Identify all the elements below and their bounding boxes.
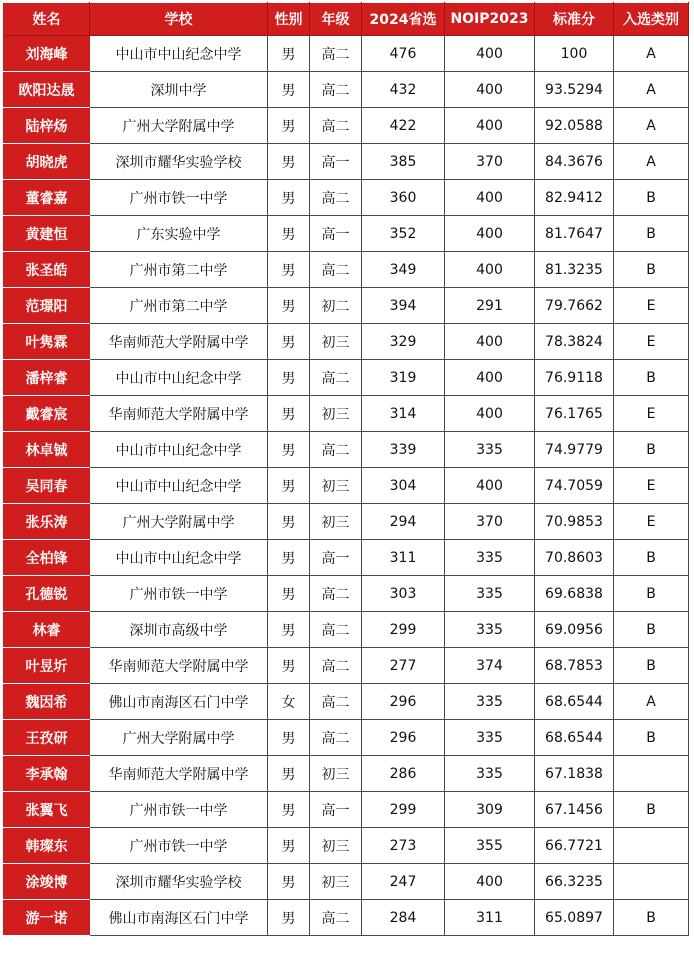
cell-school: 佛山市南海区石门中学 [90,684,268,720]
cell-noip-2023: 355 [445,828,535,864]
cell-score-2024: 349 [362,252,445,288]
cell-school: 佛山市南海区石门中学 [90,900,268,936]
cell-standard-score: 68.7853 [535,648,614,684]
cell-school: 广州大学附属中学 [90,504,268,540]
cell-category: A [614,108,689,144]
cell-score-2024: 329 [362,324,445,360]
cell-noip-2023: 400 [445,180,535,216]
cell-gender: 男 [268,108,310,144]
cell-noip-2023: 370 [445,504,535,540]
cell-noip-2023: 400 [445,108,535,144]
cell-grade: 高二 [310,360,362,396]
cell-category: E [614,504,689,540]
cell-name: 林卓铖 [4,432,90,468]
table-row [4,720,689,756]
cell-standard-score: 68.6544 [535,684,614,720]
cell-score-2024: 422 [362,108,445,144]
cell-school: 广州市第二中学 [90,288,268,324]
cell-name: 张乐涛 [4,504,90,540]
cell-category: B [614,216,689,252]
table-row [4,468,689,504]
cell-category: E [614,396,689,432]
cell-name: 戴睿宸 [4,396,90,432]
header-category: 入选类别 [614,3,689,36]
cell-score-2024: 277 [362,648,445,684]
cell-school: 华南师范大学附属中学 [90,324,268,360]
table-row [4,360,689,396]
cell-gender: 女 [268,684,310,720]
cell-standard-score: 74.7059 [535,468,614,504]
cell-standard-score: 82.9412 [535,180,614,216]
cell-gender: 男 [268,792,310,828]
cell-noip-2023: 309 [445,792,535,828]
cell-school: 广州市铁一中学 [90,828,268,864]
cell-grade: 高二 [310,72,362,108]
cell-category: B [614,720,689,756]
cell-gender: 男 [268,288,310,324]
cell-name: 范璟阳 [4,288,90,324]
cell-gender: 男 [268,396,310,432]
cell-gender: 男 [268,360,310,396]
cell-name: 黄建恒 [4,216,90,252]
cell-score-2024: 286 [362,756,445,792]
table-row [4,900,689,936]
cell-standard-score: 69.0956 [535,612,614,648]
header-name: 姓名 [4,3,90,36]
cell-standard-score: 81.7647 [535,216,614,252]
cell-gender: 男 [268,216,310,252]
cell-gender: 男 [268,504,310,540]
cell-standard-score: 76.9118 [535,360,614,396]
cell-category: B [614,648,689,684]
cell-score-2024: 394 [362,288,445,324]
table-row [4,612,689,648]
cell-grade: 高一 [310,792,362,828]
cell-school: 华南师范大学附属中学 [90,756,268,792]
table-row [4,828,689,864]
cell-grade: 高二 [310,684,362,720]
cell-school: 中山市中山纪念中学 [90,540,268,576]
cell-grade: 高二 [310,252,362,288]
cell-noip-2023: 400 [445,324,535,360]
cell-category: B [614,792,689,828]
cell-grade: 初三 [310,864,362,900]
cell-gender: 男 [268,540,310,576]
table-row [4,288,689,324]
cell-gender: 男 [268,900,310,936]
cell-noip-2023: 400 [445,252,535,288]
cell-standard-score: 69.6838 [535,576,614,612]
table-row [4,144,689,180]
cell-grade: 高二 [310,180,362,216]
cell-gender: 男 [268,612,310,648]
cell-noip-2023: 335 [445,684,535,720]
cell-category: B [614,612,689,648]
cell-school: 广州大学附属中学 [90,108,268,144]
cell-category: B [614,180,689,216]
cell-noip-2023: 335 [445,432,535,468]
cell-noip-2023: 400 [445,468,535,504]
cell-school: 中山市中山纪念中学 [90,468,268,504]
cell-school: 广州市铁一中学 [90,576,268,612]
cell-score-2024: 299 [362,792,445,828]
cell-score-2024: 360 [362,180,445,216]
cell-grade: 初三 [310,396,362,432]
header-row [4,3,689,36]
table-row [4,252,689,288]
cell-name: 孔德锐 [4,576,90,612]
results-table-wrapper [3,2,689,936]
cell-score-2024: 314 [362,396,445,432]
cell-category [614,864,689,900]
cell-school: 深圳市耀华实验学校 [90,144,268,180]
cell-standard-score: 76.1765 [535,396,614,432]
cell-gender: 男 [268,144,310,180]
cell-standard-score: 92.0588 [535,108,614,144]
cell-category: B [614,540,689,576]
cell-noip-2023: 335 [445,540,535,576]
cell-standard-score: 78.3824 [535,324,614,360]
cell-name: 潘梓睿 [4,360,90,396]
cell-gender: 男 [268,468,310,504]
cell-name: 叶昱圻 [4,648,90,684]
cell-standard-score: 67.1838 [535,756,614,792]
cell-grade: 高二 [310,576,362,612]
cell-noip-2023: 400 [445,360,535,396]
cell-standard-score: 65.0897 [535,900,614,936]
cell-gender: 男 [268,72,310,108]
cell-score-2024: 294 [362,504,445,540]
table-row [4,504,689,540]
cell-school: 深圳中学 [90,72,268,108]
cell-category: B [614,900,689,936]
cell-category: B [614,576,689,612]
cell-gender: 男 [268,324,310,360]
cell-score-2024: 304 [362,468,445,504]
cell-grade: 高二 [310,720,362,756]
cell-category: A [614,144,689,180]
cell-noip-2023: 311 [445,900,535,936]
cell-name: 张圣皓 [4,252,90,288]
cell-noip-2023: 335 [445,720,535,756]
cell-standard-score: 70.8603 [535,540,614,576]
cell-name: 叶隽霖 [4,324,90,360]
cell-standard-score: 79.7662 [535,288,614,324]
table-row [4,864,689,900]
cell-name: 全柏锋 [4,540,90,576]
cell-noip-2023: 400 [445,72,535,108]
cell-school: 广州市铁一中学 [90,792,268,828]
table-row [4,216,689,252]
cell-noip-2023: 400 [445,864,535,900]
cell-standard-score: 81.3235 [535,252,614,288]
cell-standard-score: 66.7721 [535,828,614,864]
header-school: 学校 [90,3,268,36]
header-grade: 年级 [310,3,362,36]
table-row [4,648,689,684]
cell-school: 中山市中山纪念中学 [90,36,268,72]
cell-name: 陆梓炀 [4,108,90,144]
cell-standard-score: 100 [535,36,614,72]
cell-gender: 男 [268,252,310,288]
cell-name: 胡晓虎 [4,144,90,180]
cell-score-2024: 296 [362,684,445,720]
cell-gender: 男 [268,648,310,684]
cell-grade: 初三 [310,828,362,864]
cell-standard-score: 93.5294 [535,72,614,108]
header-gender: 性别 [268,3,310,36]
table-row [4,396,689,432]
cell-score-2024: 319 [362,360,445,396]
cell-school: 中山市中山纪念中学 [90,432,268,468]
cell-grade: 高二 [310,648,362,684]
cell-category: E [614,324,689,360]
cell-score-2024: 339 [362,432,445,468]
cell-grade: 高一 [310,216,362,252]
cell-name: 张翼飞 [4,792,90,828]
cell-standard-score: 68.6544 [535,720,614,756]
header-standard-score: 标准分 [535,3,614,36]
cell-grade: 高二 [310,900,362,936]
cell-score-2024: 432 [362,72,445,108]
cell-gender: 男 [268,180,310,216]
results-table [3,2,689,936]
header-noip-2023: NOIP2023 [445,3,535,36]
cell-gender: 男 [268,756,310,792]
cell-category: B [614,252,689,288]
cell-category: B [614,432,689,468]
cell-name: 董睿嘉 [4,180,90,216]
cell-score-2024: 303 [362,576,445,612]
cell-school: 广东实验中学 [90,216,268,252]
cell-school: 广州市第二中学 [90,252,268,288]
cell-category: B [614,360,689,396]
table-row [4,108,689,144]
cell-name: 李承翰 [4,756,90,792]
cell-score-2024: 299 [362,612,445,648]
cell-standard-score: 70.9853 [535,504,614,540]
cell-score-2024: 284 [362,900,445,936]
table-row [4,324,689,360]
cell-score-2024: 385 [362,144,445,180]
cell-gender: 男 [268,432,310,468]
cell-score-2024: 247 [362,864,445,900]
table-row [4,72,689,108]
cell-name: 吴同春 [4,468,90,504]
header-score-2024: 2024省选 [362,3,445,36]
cell-noip-2023: 291 [445,288,535,324]
cell-gender: 男 [268,864,310,900]
table-row [4,684,689,720]
cell-grade: 初三 [310,468,362,504]
cell-grade: 初三 [310,504,362,540]
cell-category [614,828,689,864]
cell-standard-score: 74.9779 [535,432,614,468]
cell-school: 广州市铁一中学 [90,180,268,216]
cell-grade: 初三 [310,324,362,360]
cell-noip-2023: 370 [445,144,535,180]
cell-category: A [614,36,689,72]
cell-score-2024: 476 [362,36,445,72]
cell-school: 中山市中山纪念中学 [90,360,268,396]
cell-grade: 高一 [310,540,362,576]
cell-standard-score: 84.3676 [535,144,614,180]
table-row [4,432,689,468]
cell-name: 王孜研 [4,720,90,756]
table-row [4,576,689,612]
cell-gender: 男 [268,720,310,756]
cell-noip-2023: 400 [445,396,535,432]
cell-name: 游一诺 [4,900,90,936]
cell-grade: 初二 [310,288,362,324]
cell-grade: 高二 [310,108,362,144]
table-row [4,180,689,216]
cell-score-2024: 296 [362,720,445,756]
cell-category: E [614,288,689,324]
cell-name: 魏因希 [4,684,90,720]
cell-name: 林睿 [4,612,90,648]
cell-gender: 男 [268,36,310,72]
cell-name: 刘海峰 [4,36,90,72]
cell-standard-score: 66.3235 [535,864,614,900]
cell-gender: 男 [268,576,310,612]
table-row [4,540,689,576]
cell-grade: 初三 [310,756,362,792]
cell-grade: 高一 [310,144,362,180]
cell-noip-2023: 400 [445,36,535,72]
cell-category [614,756,689,792]
cell-noip-2023: 374 [445,648,535,684]
table-row [4,756,689,792]
cell-name: 欧阳达晟 [4,72,90,108]
cell-school: 广州大学附属中学 [90,720,268,756]
cell-score-2024: 352 [362,216,445,252]
cell-name: 涂竣博 [4,864,90,900]
cell-grade: 高二 [310,432,362,468]
cell-school: 华南师范大学附属中学 [90,396,268,432]
cell-name: 韩璨东 [4,828,90,864]
cell-school: 深圳市耀华实验学校 [90,864,268,900]
cell-grade: 高二 [310,612,362,648]
cell-score-2024: 273 [362,828,445,864]
cell-noip-2023: 335 [445,612,535,648]
cell-category: E [614,468,689,504]
cell-score-2024: 311 [362,540,445,576]
cell-grade: 高二 [310,36,362,72]
cell-noip-2023: 400 [445,216,535,252]
cell-school: 深圳市高级中学 [90,612,268,648]
cell-category: A [614,684,689,720]
table-body [4,36,689,936]
cell-noip-2023: 335 [445,756,535,792]
cell-gender: 男 [268,828,310,864]
cell-standard-score: 67.1456 [535,792,614,828]
table-row [4,36,689,72]
cell-school: 华南师范大学附属中学 [90,648,268,684]
cell-noip-2023: 335 [445,576,535,612]
table-row [4,792,689,828]
cell-category: A [614,72,689,108]
